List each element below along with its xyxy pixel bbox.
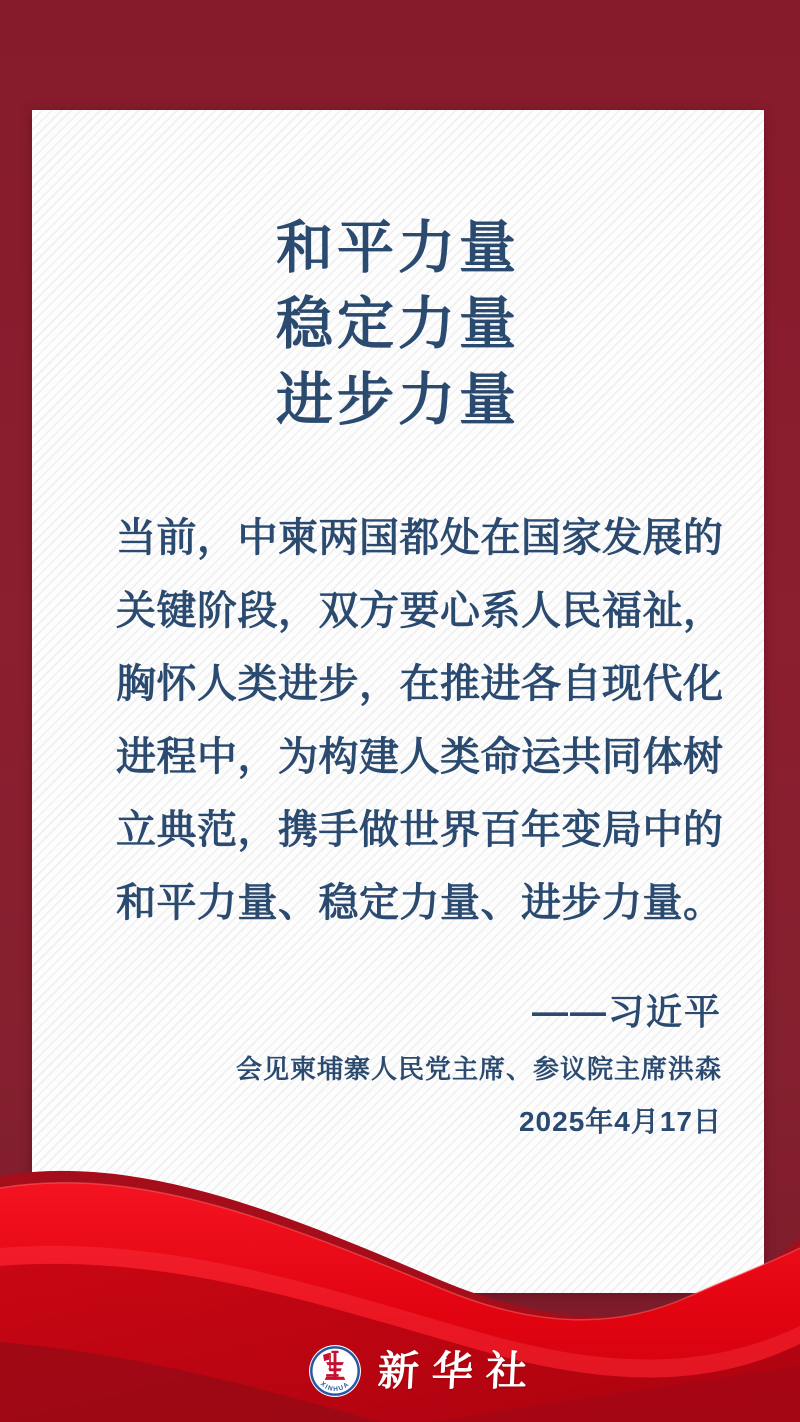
attribution-author: ——习近平: [531, 991, 722, 1032]
agency-name: 新华社: [376, 1348, 542, 1394]
quote-line-5: 立典范，携手做世界百年变局中的: [116, 808, 724, 852]
quote-line-6: 和平力量、稳定力量、进步力量。: [116, 881, 724, 925]
quote-line-2: 关键阶段，双方要心系人民福祉，: [116, 589, 724, 633]
title-line-1: 和平力量: [276, 216, 520, 280]
agency-logo: [308, 1340, 568, 1402]
attribution-date: 2025年4月17日: [518, 1106, 722, 1137]
quote-line-4: 进程中，为构建人类命运共同体树: [116, 735, 724, 779]
title-line-2: 稳定力量: [276, 292, 520, 356]
quote-line-1: 当前，中柬两国都处在国家发展的: [116, 516, 724, 560]
title-line-3: 进步力量: [276, 368, 520, 432]
attribution-block: [32, 990, 764, 1142]
quote-body: [32, 502, 764, 940]
xinhua-emblem-icon: [308, 1344, 362, 1398]
emblem-ring-text: XINHUA: [318, 1380, 352, 1394]
poster-title: [32, 210, 764, 438]
attribution-context: 会见柬埔寨人民党主席、参议院主席洪森: [235, 1054, 722, 1084]
quote-line-3: 胸怀人类进步，在推进各自现代化: [116, 662, 724, 706]
quote-card: [32, 110, 764, 1293]
